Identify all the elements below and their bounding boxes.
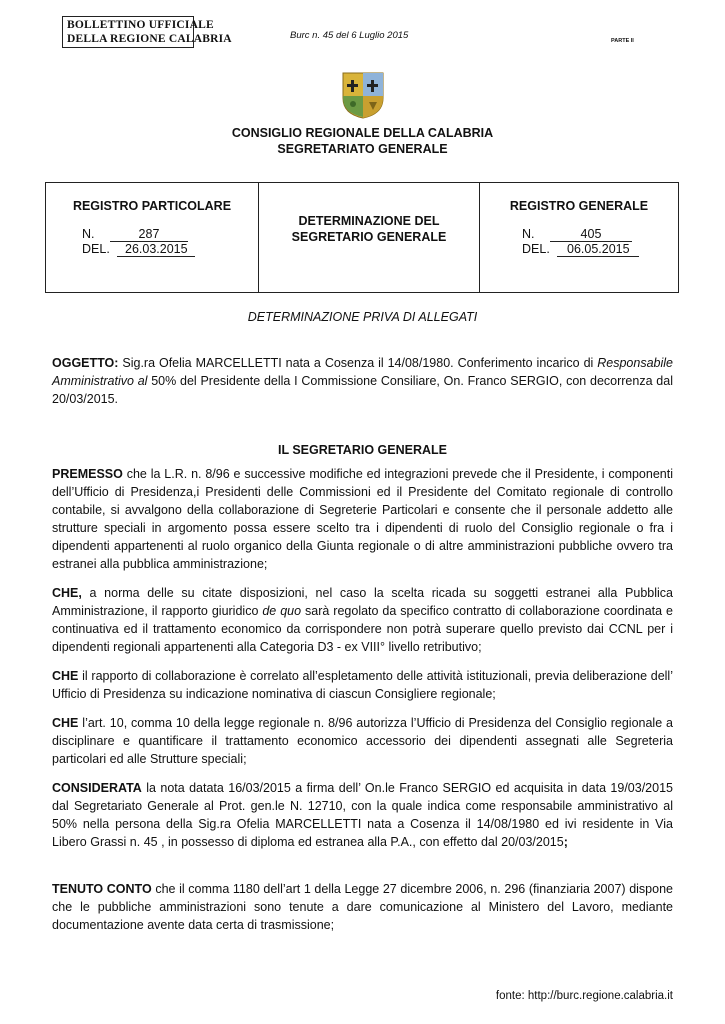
che-paragraph-3: [52, 714, 673, 768]
n-value: 287: [110, 227, 188, 242]
che3-text: l’art. 10, comma 10 della legge regionale n. 8/96 autorizza l’Ufficio di Presidenza del Consiglio regionale a disciplinare e quantificare il trattamento economico accessorio dei dipendenti assegnati alle Segreteria particolari ed alle Strutture speciali;: [52, 716, 673, 766]
oggetto-italic: Responsabile Amministrativo al: [52, 356, 673, 388]
registro-generale-date: [480, 242, 678, 257]
registro-particolare-title: REGISTRO PARTICOLARE: [72, 199, 232, 213]
determinazione-line1: DETERMINAZIONE DEL: [298, 214, 440, 228]
section-title: IL SEGRETARIO GENERALE: [277, 443, 447, 457]
che1-text-1: a norma delle su citate disposizioni, nel caso la scelta ricada su soggetti estranei alla Pubblica Amministrazione, il rapporto giuridico: [52, 586, 673, 618]
che2-text: il rapporto di collaborazione è correlato all’espletamento delle attività istituzionali, previa deliberazione dell’ Ufficio di Presidenza su indicazione nominativa di ciascun Consigliere regionale;: [52, 669, 673, 701]
regional-coat-of-arms-icon: [339, 70, 387, 120]
n-value: 405: [550, 227, 632, 242]
registro-particolare: [46, 199, 258, 257]
considerata-text: la nota datata 16/03/2015 a firma dell’ On.le Franco SERGIO ed acquisita in data 19/03/2015 dal Segretariato Generale al Prot. gen.le N. 12710, con la quale indica come responsabile amministrativo al 50% nella persona della Sig.ra Ofelia MARCELLETTI nata a Cosenza il 14/08/1980 ed ivi residente in Via Libero Grassi n. 45 , in possesso di diploma ed estranea alla P.A., con effetto dal 20/03/2015: [52, 781, 673, 849]
del-label: DEL.: [522, 242, 550, 256]
n-label: N.: [82, 227, 95, 241]
registro-particolare-number: [46, 227, 258, 242]
che1-text-2: sarà regolato da specifico contratto di collaborazione coordinata e continuativa ed il trattamento economico da corrispondere non potrà superare quello previsto dai CCNL per i dipendenti regionali appartenenti alla Categoria D3 - ex VIII° livello retributivo;: [52, 604, 674, 654]
che-paragraph-2: [52, 667, 673, 703]
issue-reference: Burc n. 45 del 6 Luglio 2015: [290, 30, 409, 41]
parte-label: PARTE II: [611, 38, 634, 44]
premesso-label: PREMESSO: [52, 467, 123, 481]
tenuto-conto-paragraph: [52, 880, 673, 934]
determinazione-line2: SEGRETARIO GENERALE: [291, 230, 447, 244]
tenuto-text: che il comma 1180 dell’art 1 della Legge 27 dicembre 2006, n. 296 (finanziaria 2007) dispone che le pubbliche amministrazioni sono tenute a dare comunicazione al Ministero del Lavoro, mediante documentazione avente data certa di trasmissione;: [52, 882, 673, 932]
registro-generale-number: [480, 227, 678, 242]
oggetto-text-2: 50% del Presidente della I Commissione Consiliare, On. Franco SERGIO, con decorrenza dal 20/03/2015.: [52, 374, 673, 406]
che1-italic: de quo: [262, 604, 302, 618]
oggetto-text-1: Sig.ra Ofelia MARCELLETTI nata a Cosenza il 14/08/1980. Conferimento incarico di: [118, 356, 598, 370]
registry-box: [45, 182, 679, 293]
determinazione-title: [259, 213, 479, 245]
considerata-paragraph: [52, 779, 673, 851]
premesso-paragraph: [52, 465, 673, 573]
tenuto-label: TENUTO CONTO: [52, 882, 152, 896]
secretariat-name: SEGRETARIATO GENERALE: [277, 142, 448, 156]
premesso-text: che la L.R. n. 8/96 e successive modifiche ed integrazioni prevede che il Presidente, i componenti dell’Ufficio di Presidenza,i Presidenti delle Commissioni ed il Presidente del Comitato regionale di controllo contabile, si avvalgono della collaborazione di Segreterie Particolari e consente che il personale addetto alle strutture speciali in argomento possa essere scelto tra i dipendenti di ruolo del Consiglio regionale o fra i dipendenti appartenenti al ruolo organico della Giunta regionale o di altre amministrazioni pubbliche ovvero tra estranei alla pubblica amministrazione;: [52, 467, 673, 571]
che-paragraph-1: [52, 584, 673, 656]
del-value: 06.05.2015: [557, 242, 639, 257]
che1-label: CHE,: [52, 586, 82, 600]
source-footer: fonte: http://burc.regione.calabria.it: [495, 990, 673, 1002]
council-name: CONSIGLIO REGIONALE DELLA CALABRIA: [231, 126, 494, 140]
n-label: N.: [522, 227, 535, 241]
del-label: DEL.: [82, 242, 110, 256]
del-value: 26.03.2015: [117, 242, 195, 257]
registro-generale-title: REGISTRO GENERALE: [509, 199, 649, 213]
oggetto-paragraph: [52, 354, 673, 408]
che3-label: CHE: [52, 716, 79, 730]
bollettino-masthead: [62, 16, 232, 48]
masthead-line1: BOLLETTINO UFFICIALE: [67, 19, 214, 31]
registro-particolare-date: [46, 242, 258, 257]
considerata-label: CONSIDERATA: [52, 781, 142, 795]
no-attachments-note: DETERMINAZIONE PRIVA DI ALLEGATI: [247, 310, 478, 324]
registro-generale: [480, 199, 678, 257]
oggetto-label: OGGETTO:: [52, 356, 119, 370]
che2-label: CHE: [52, 669, 79, 683]
masthead-line2: DELLA REGIONE CALABRIA: [67, 33, 232, 45]
considerata-end: ;: [563, 835, 568, 849]
